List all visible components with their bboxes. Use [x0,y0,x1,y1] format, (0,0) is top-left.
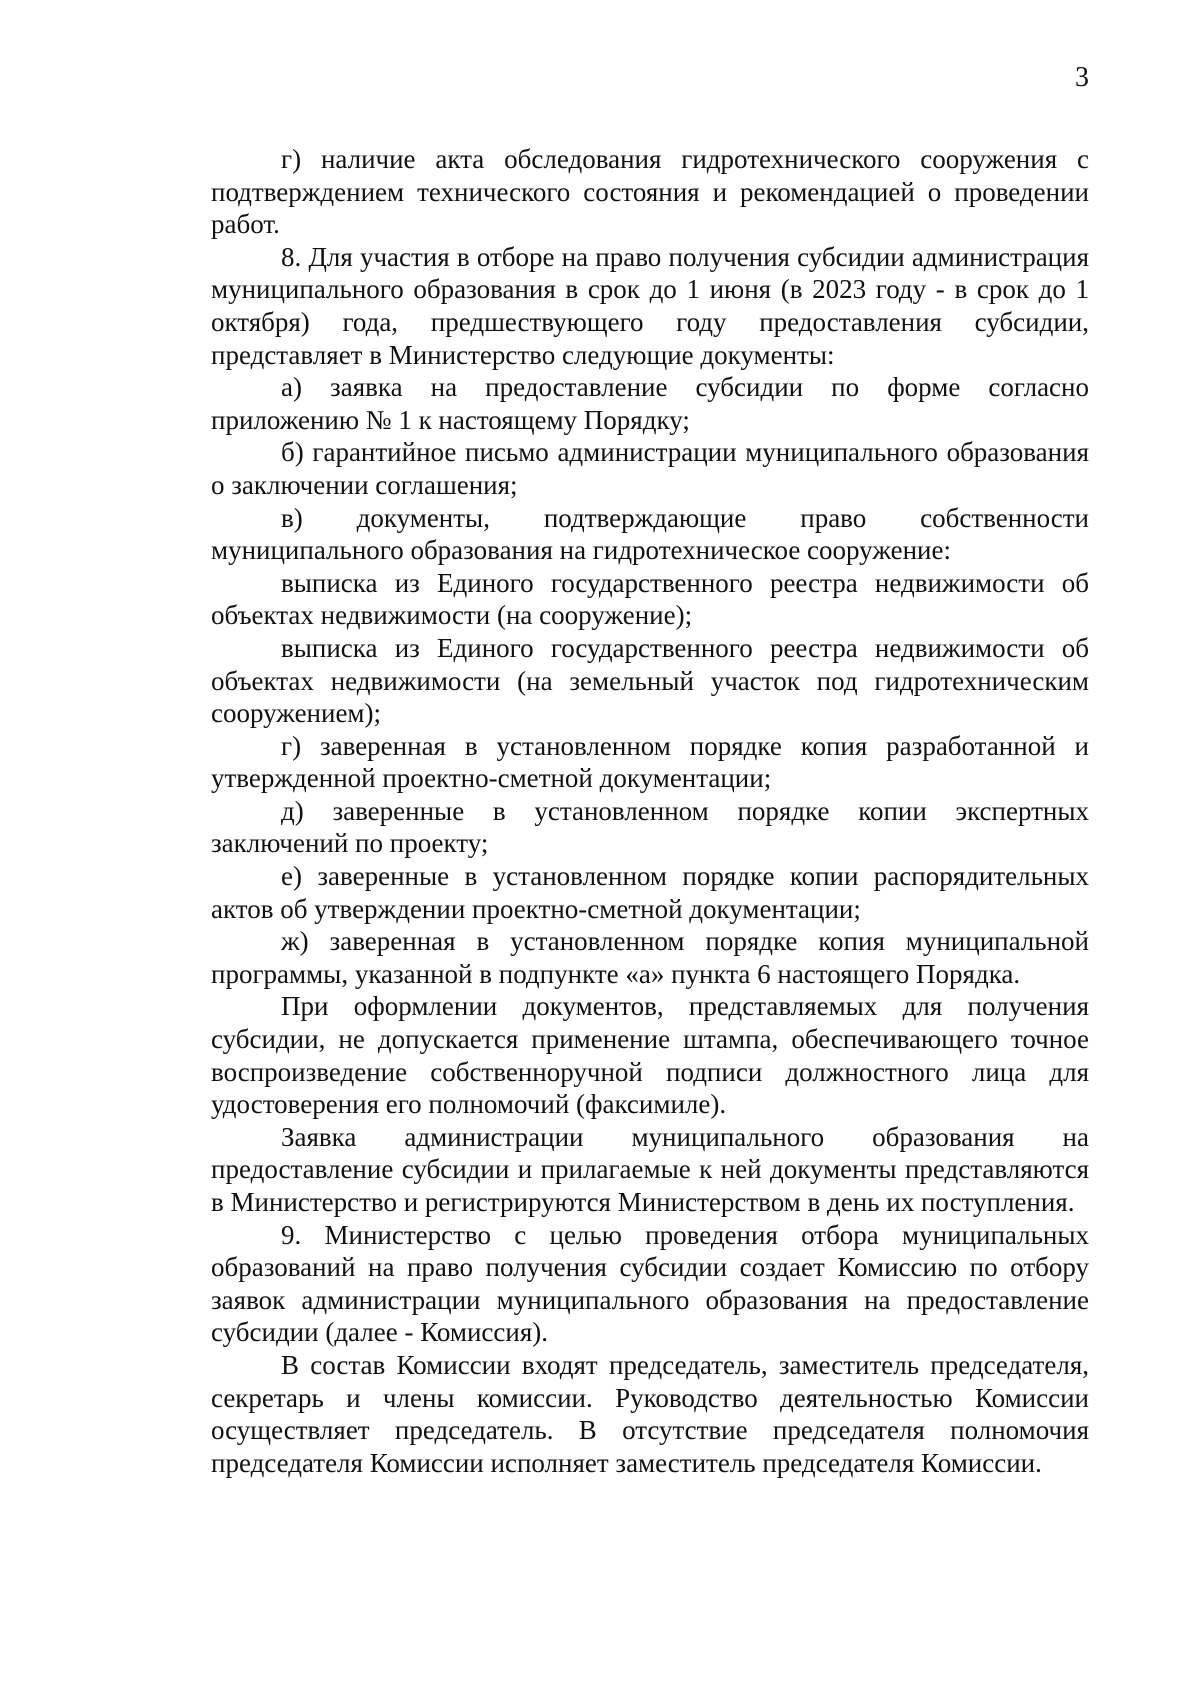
paragraph-item-v-ownership-documents: в) документы, подтверждающие право собственности муниципального образования на гидротехническое сооружение: [211,502,1089,566]
paragraph-clause-9: 9. Министерство с целью проведения отбора муниципальных образований на право получения субсидии создает Комиссию по отбору заявок администрации муниципального образования на предоставление субсидии (далее - Комиссия). [211,1219,1089,1348]
paragraph-registry-extract-land: выписка из Единого государственного реестра недвижимости об объектах недвижимости (на земельный участок под гидротехническим сооружением); [211,632,1089,729]
paragraph-item-e-administrative-acts: е) заверенные в установленном порядке копии распорядительных актов об утверждении проектно-сметной документации; [211,861,1089,924]
page-number: 3 [1075,62,1089,93]
paragraph-item-g-design-documentation: г) заверенная в установленном порядке копия разработанной и утвержденной проектно-сметной документации; [211,730,1089,794]
paragraph-registry-extract-structure: выписка из Единого государственного реестра недвижимости об объектах недвижимости (на сооружение); [211,567,1089,631]
paragraph-clause-8: 8. Для участия в отборе на право получения субсидии администрация муниципального образования в срок до 1 июня (в 2023 году - в срок до 1 октября) года, предшествующего году предоставления субсидии, представляет в Министерство следующие документы: [211,241,1089,370]
paragraph-item-g-survey-act: г) наличие акта обследования гидротехнического сооружения с подтверждением технического состояния и рекомендацией о проведении работ. [211,144,1089,240]
paragraph-facsimile-rule: При оформлении документов, представляемых для получения субсидии, не допускается применение штампа, обеспечивающего точное воспроизведение собственноручной подписи должностного лица для удостоверения его полномочий (факсимиле). [211,991,1089,1120]
document-body [211,143,1089,1479]
paragraph-item-d-expert-conclusions: д) заверенные в установленном порядке копии экспертных заключений по проекту; [211,795,1089,859]
paragraph-application-registration: Заявка администрации муниципального образования на предоставление субсидии и прилагаемые к ней документы представляются в Министерство и регистрируются Министерством в день их поступления. [211,1121,1089,1217]
paragraph-commission-composition: В состав Комиссии входят председатель, заместитель председателя, секретарь и члены комиссии. Руководство деятельностью Комиссии осуществляет председатель. В отсутствие председателя полномочия председателя Комиссии исполняет заместитель председателя Комиссии. [211,1349,1089,1478]
paragraph-item-b-guarantee-letter: б) гарантийное письмо администрации муниципального образования о заключении соглашения; [211,437,1089,500]
paragraph-item-a-application: а) заявка на предоставление субсидии по форме согласно приложению № 1 к настоящему Порядку; [211,372,1089,435]
paragraph-item-zh-municipal-program: ж) заверенная в установленном порядке копия муниципальной программы, указанной в подпункте «а» пункта 6 настоящего Порядка. [211,926,1089,989]
